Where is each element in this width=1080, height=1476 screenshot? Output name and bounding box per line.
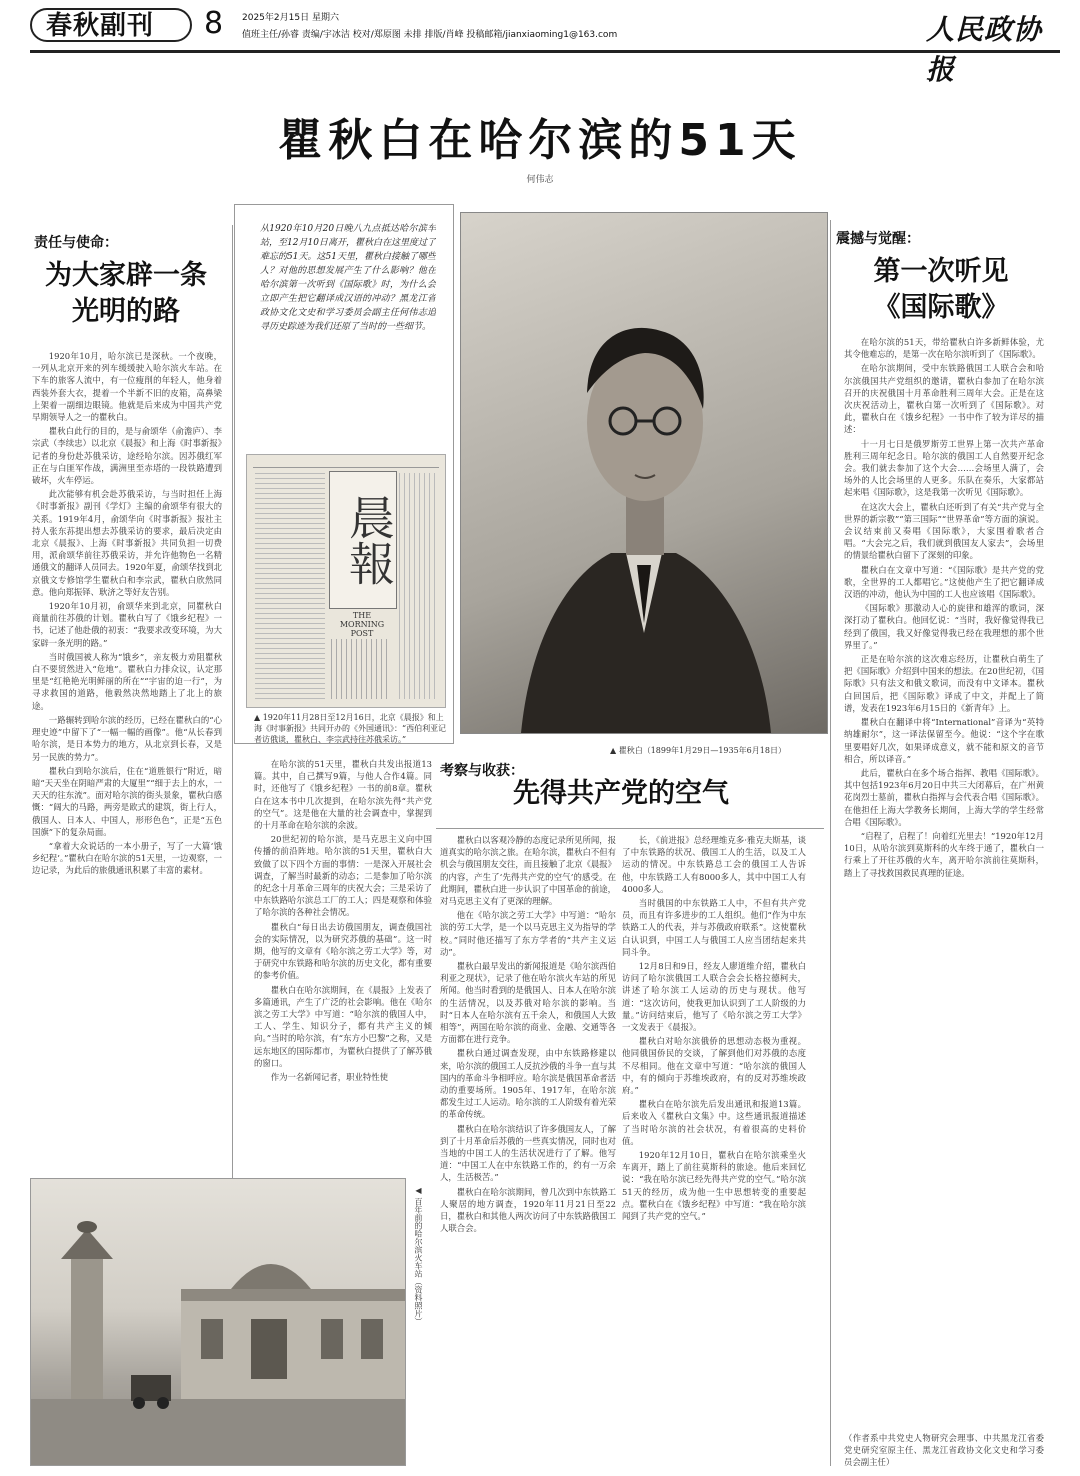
paragraph: 当时俄国的中东铁路工人中，不但有共产党员，而且有许多进步的工人组织。他们“作为中东铁路工人的代表，并与苏俄政府联系”。这使瞿秋白认识到，中国工人与俄国工人应当团结起来共同斗争。	[622, 898, 806, 957]
page-header	[30, 6, 1060, 86]
section3-kicker: 震撼与觉醒：	[836, 231, 920, 247]
paragraph: 正是在哈尔滨的这次难忘经历，让瞿秋白萌生了把《国际歌》介绍到中国来的想法。在20世纪初，《国际歌》只有法文和俄文歌词，而没有中文译本。瞿秋白回国后，把《国际歌》译成了中文，并配上了简谱，发表在1923年6月15日的《新青年》上。	[844, 654, 1044, 713]
paragraph: 瞿秋白“每日出去访俄国朋友，调查俄国社会的实际情况，以为研究苏俄的基础”。这一时期，他写的文章有《哈尔滨之劳工大学》等，对于研究中东铁路和哈尔滨的历史文化，都有重要的参考价值。	[254, 921, 432, 981]
paragraph: 瞿秋白到哈尔滨后，住在“道胜银行”附近，暗暗“天天坐在阴暗严肃的大厦里”“细于去上的水，一天天的往东流”。面对哈尔滨的街头景象，瞿秋白感慨：“阔大的马路，两旁是欧式的建筑，街上行人，俄国人、日本人、中国人，形形色色”，正是“五色国旗”下的复杂局面。	[32, 765, 222, 837]
paragraph: “启程了，启程了！向着红光里去！”1920年12月10日，从哈尔滨到莫斯科的火车终于通了，瞿秋白一行乘上了开往苏俄的火车，离开哈尔滨前往莫斯科，踏上了寻找救国救民真理的征途。	[844, 830, 1044, 878]
section1-kicker: 责任与使命：	[34, 235, 118, 251]
paragraph: 瞿秋白在文章中写道：“《国际歌》是共产党的党歌，全世界的工人都唱它。”这使他产生了把它翻译成汉语的冲动，他认为中国的工人也应该唱《国际歌》。	[844, 564, 1044, 600]
newspaper-masthead: 人民政协报	[926, 13, 1043, 86]
author-note: （作者系中共党史人物研究会理事、中共黑龙江省委党史研究室原主任、黑龙江省政协文化文史和学习委员会副主任）	[844, 1433, 1044, 1468]
section1-body	[32, 350, 222, 1172]
paragraph: 十一月七日是俄罗斯劳工世界上第一次共产革命胜利三周年纪念日。哈尔滨的俄国工人自然要开纪念会。我们就去参加了这个大会……会场里人满了，会场外的人比会场里的人更多。乐队在奏乐，大家都站起来唱《国际歌》，这是我第一次听见《国际歌》。	[844, 438, 1044, 498]
section-name: 春秋副刊	[46, 11, 155, 41]
harbin-station-photo	[30, 1178, 406, 1466]
station-building-icon	[31, 1179, 405, 1465]
paragraph: “拿着大众说话的一本小册子，写了一大篇‘饿乡纪程’。”瞿秋白在哈尔滨的51天里，一边观察，一边记录，为此后的旅俄通讯积累了丰富的素材。	[32, 840, 222, 876]
paragraph: 当时俄国被人称为“饿乡”，亲友极力劝阻瞿秋白不要贸然进入“危地”。瞿秋白力排众议，认定那里是“红艳艳光明鲜丽的所在”“宇宙的迫一行”，为寻求救国的道路，他毅然决然地踏上了北上的旅途。	[32, 651, 222, 711]
section2-headline: 先得共产党的空气	[513, 778, 729, 809]
section3-headline-line1: 第一次听见	[873, 256, 1009, 287]
paragraph: 瞿秋白以客观冷静的态度记录所见所闻，报道真实的哈尔滨之旅。在哈尔滨，瞿秋白不但有机会与俄国朋友交往，而且接触了北京《晨报》的内容，产生了‘先得共产党的空气’的感受。在此期间，瞿秋白进一步认识了中国革命的前途，对马克思主义有了更深的理解。	[440, 835, 616, 907]
qu-qiubai-portrait	[460, 212, 828, 734]
paragraph: 此次能够有机会赴苏俄采访，与当时担任上海《时事新报》副刊《学灯》主编的俞颂华有很大的关系。1919年4月，俞颂华向《时事新报》报社主持人张东荪提出想去苏俄采访的要求，最后决定由北京《晨报》、上海《时事新报》共同负担一切费用，派俞颂华前往苏俄采访，并允许他物色一名精通俄文的翻译人员同去。1920年夏，俞颂华找到北京俄文专修馆学生瞿秋白和李宗武，瞿秋白欣然同意。他向郑振铎、耿济之等好友告别。	[32, 489, 222, 597]
section1-headline	[28, 258, 224, 330]
section3-body	[844, 336, 1044, 1426]
section3-headline-line2: 《国际歌》	[873, 292, 1009, 323]
paragraph: 作为一名新闻记者，职业特性使	[270, 1072, 389, 1083]
paragraph: 瞿秋白在哈尔滨期间，曾几次到中东铁路工人聚居的地方调查，1920年11月21日至22日，瞿秋白和其他人两次访问了中东铁路俄国工人联合会。	[440, 1186, 616, 1234]
paragraph: 瞿秋白对哈尔滨俄侨的思想动态极为重视。他同俄国侨民的交谈，了解到他们对苏俄的态度不尽相同。他在文章中写道：“哈尔滨的俄国人中，有的倾向于苏维埃政府，有的反对苏维埃政府。”	[622, 1036, 806, 1096]
portrait-figure-icon	[461, 213, 827, 733]
paragraph: 1920年12月10日，瞿秋白在哈尔滨乘坐火车离开，踏上了前往莫斯科的旅途。他后来回忆说：“我在哈尔滨已经先得共产党的空气。”哈尔滨51天的经历，成为他一生中思想转变的重要起点。瞿秋白在《饿乡纪程》中写道：“我在哈尔滨闻到了共产党的空气。”	[622, 1150, 806, 1222]
morning-post-photo	[246, 454, 446, 708]
article-intro: 从1920年10月20日晚八九点抵达哈尔滨车站，至12月10日离开，瞿秋白在这里度过了难忘的51天。这51天里，瞿秋白接触了哪些人？对他的思想发展产生了什么影响？他在哈尔滨第一次听到《国际歌》时，为什么会立即产生把它翻译成汉语的冲动？黑龙江省政协文化文史和学习委员会副主任何伟志追寻历史踪迹为我们还原了当时的一些细节。	[260, 224, 436, 332]
paragraph: 《国际歌》那激动人心的旋律和雄浑的歌词，深深打动了瞿秋白。他回忆说：“当时，我好像觉得我已经到了俄国，我又好像觉得我已经在我理想的那个世界里了。”	[844, 603, 1044, 650]
paragraph: 在哈尔滨的51天，带给瞿秋白许多新鲜体验，尤其令他难忘的，是第一次在哈尔滨听到了《国际歌》。	[844, 337, 1044, 360]
article-byline: 何伟志	[526, 175, 554, 185]
newspaper-title-box	[329, 471, 397, 609]
paragraph: 瞿秋白在翻译中将“International”音译为“英特纳雄耐尔”，这一译法保留至今。他说：“这个字在歌里要唱好几次，如果译成意义，就不能和原文的音节相合，所以译音。”	[844, 717, 1044, 764]
newspaper-photo-caption: ▲ 1920年11月28日至12月16日，北京《晨报》和上海《时事新报》共同开办的《外国通讯》：“西伯利亚记者访俄谈，瞿秋白、李宗武持往苏俄采访。”	[254, 713, 447, 744]
paragraph: 瞿秋白通过调查发现，由中东铁路修建以来，哈尔滨的俄国工人反抗沙俄的斗争一直与其国内的革命斗争相呼应。哈尔滨是俄国革命者活动的重要场所。1905年、1917年，在哈尔滨都发生过工人运动。哈尔滨的工人阶级有着光荣的革命传统。	[440, 1048, 616, 1120]
column-divider	[232, 225, 233, 1185]
section1-headline-line2: 光明的路	[72, 296, 180, 327]
section3-headline	[836, 254, 1046, 326]
newsprint-text-left	[255, 473, 325, 699]
paragraph: 瞿秋白在哈尔滨先后发出通讯和报道13篇。后来收入《瞿秋白文集》中。这些通讯报道描述了当时哈尔滨的社会状况，有着很高的史料价值。	[622, 1099, 806, 1146]
paragraph: 1920年10月初，俞颂华来到北京，同瞿秋白商量前往苏俄的计划。瞿秋白写了《饿乡纪程》一书，记述了他赴俄的初衷：“我要求改变环境，为大家辟一条光明的路。”	[32, 601, 222, 648]
paragraph: 在哈尔滨期间，受中东铁路俄国工人联合会和哈尔滨俄国共产党组织的邀请，瞿秋白参加了在哈尔滨召开的庆祝俄国十月革命胜利三周年大会。正是在这次庆祝活动上，瞿秋白第一次听到了《国际歌》。对此，瞿秋白在《饿乡纪程》一书中作了较为详尽的描述：	[844, 363, 1044, 435]
section2-kicker: 考察与收获：	[440, 763, 524, 779]
paragraph: 在哈尔滨的51天里，瞿秋白共发出报道13篇。其中，自己撰写9篇，与他人合作4篇。同时，还他写了《饿乡纪程》一书的前8章。瞿秋白在这本书中几次提到，在哈尔滨先得“共产党的空气”。这是他在大量的社会调查中，掌握到的十月革命在哈尔滨的余波。	[254, 759, 432, 831]
header-divider	[30, 50, 1060, 53]
section1-headline-line1: 为大家辟一条	[45, 260, 207, 291]
paragraph: 长，《前进报》总经理维克多·雅克夫斯基，谈了中东铁路的状况、俄国工人的生活，以及工人运动的情况。中东铁路总工会的俄国工人告诉他，中东铁路工人有8000多人，其中中国工人有4000多人。	[622, 835, 806, 894]
issue-date: 2025年2月15日 星期六	[242, 13, 339, 23]
newsprint-text-right	[399, 473, 437, 699]
paragraph: 一路辗转到哈尔滨的经历，已经在瞿秋白的“心理史迹”中留下了“一幅一幅的画像”。他“从长春到哈尔滨，是日本势力的地方，从北京到长春，又是另一民族的势力”。	[32, 714, 222, 762]
paragraph: 1920年10月，哈尔滨已是深秋。一个夜晚，一列从北京开来的列车缓缓驶入哈尔滨火车站。在下车的旅客人流中，有一位瘦削的年轻人，他身着西装外套大衣，提着一个半新不旧的皮箱，高鼻梁上架着一副细边眼镜。他就是后来成为中国共产党早期领导人之一的瞿秋白。	[32, 351, 222, 423]
paragraph: 此后，瞿秋白在多个场合指挥、教唱《国际歌》。其中包括1923年6月20日中共三大闭幕后，在广州黄花岗烈士墓前，瞿秋白指挥与会代表合唱《国际歌》。在他担任上海大学教务长期间，上海大学的学生经常合唱《国际歌》。	[844, 767, 1044, 827]
paragraph: 20世纪初的哈尔滨，是马克思主义向中国传播的前沿阵地。哈尔滨的51天里，瞿秋白大致做了以下四个方面的事情：一是深入开展社会调查，了解当时最新的动态；二是参加了哈尔滨的纪念十月革命三周年的庆祝大会；三是采访了中东铁路哈尔滨总工厂的工人；四是观察和体验了哈尔滨的各种社会情况。	[254, 834, 432, 918]
photo-masthead-rule	[253, 459, 439, 468]
paragraph: 瞿秋白此行的目的，是与俞颂华（俞澹庐）、李宗武（李续忠）以北京《晨报》和上海《时事新报》记者的身份赴苏俄采访，途经哈尔滨。因苏俄红军正在与白匪军作战，满洲里至赤塔的一段铁路遭到破坏，火车停运。	[32, 426, 222, 486]
paragraph: 瞿秋白在哈尔滨结识了许多俄国友人，了解到了十月革命后苏俄的一些真实情况，同时也对当地的中国工人的生活状况进行了了解。他写道：“中国工人在中东铁路工作的，约有一万余人，生活极苦。”	[440, 1123, 616, 1183]
paragraph: 瞿秋白在哈尔滨期间，在《晨报》上发表了多篇通讯，产生了广泛的社会影响。他在《哈尔滨之劳工大学》中写道：“哈尔滨的俄国人中，工人、学生、知识分子，都有共产主义的倾向。”当时的哈尔滨，有“东方小巴黎”之称，又是远东地区的国际都市，为瞿秋白提供了了解苏俄的窗口。	[254, 984, 432, 1068]
newspaper-title-en: THE MORNING POST	[339, 611, 385, 638]
right-column-divider	[830, 220, 831, 1466]
page-number: 8	[204, 6, 224, 41]
paragraph: 在这次大会上，瞿秋白还听到了有关“共产党与全世界的新宗教”“第三国际”“世界革命”等方面的演说。会议结束前又奏唱《国际歌》，大家围着歌者合唱。“大会完之后，我们就到俄国友人家去”，会场里的情景给瞿秋白留下了深刻的印象。	[844, 501, 1044, 561]
newsprint-text-center	[331, 639, 391, 699]
paragraph: 他在《哈尔滨之劳工大学》中写道：“哈尔滨的劳工大学，是一个以马克思主义为指导的学校。”同时他还描写了东方学者的“共产主义运动”。	[440, 910, 616, 957]
editor-credits: 值班主任/孙睿 责编/宇冰洁 校对/郑原图 未排 排版/肖峰 投稿邮箱/jianxiaoming1@163.com	[242, 30, 618, 40]
paragraph: 瞿秋白最早发出的新闻报道是《哈尔滨西伯利亚之现状》，记录了他在哈尔滨火车站的所见所闻。他当时看到的是俄国人、日本人在哈尔滨的生活情况，以及苏俄对哈尔滨的影响。当时“日本人在哈尔滨有五千余人，和俄国人大致相等”，两国在哈尔滨的商业、金融、交通等各方面都在进行竞争。	[440, 961, 616, 1045]
station-photo-caption: ◀ 百年前的哈尔滨火车站（资料照片）	[414, 1186, 423, 1326]
paragraph: 12月8日和9日，经友人廖道维介绍，瞿秋白访问了哈尔滨俄国工人联合会会长格拉德柯夫，讲述了哈尔滨工人运动的历史与现状。他写道：“这次访问，使我更加认识到了工人阶级的力量。”访问结束后，他写了《哈尔滨之劳工大学》一文发表于《晨报》。	[622, 961, 806, 1033]
newspaper-title: 晨報	[342, 494, 396, 586]
portrait-caption: ▲ 瞿秋白（1899年1月29日—1935年6月18日）	[610, 746, 786, 755]
section-mid-body	[254, 758, 432, 1176]
article-title: 瞿秋白在哈尔滨的51天	[278, 115, 802, 166]
section-name-pill	[30, 8, 192, 42]
section2-col2	[622, 834, 806, 1464]
section2-col1	[440, 834, 616, 1464]
section2-rule	[436, 828, 824, 829]
